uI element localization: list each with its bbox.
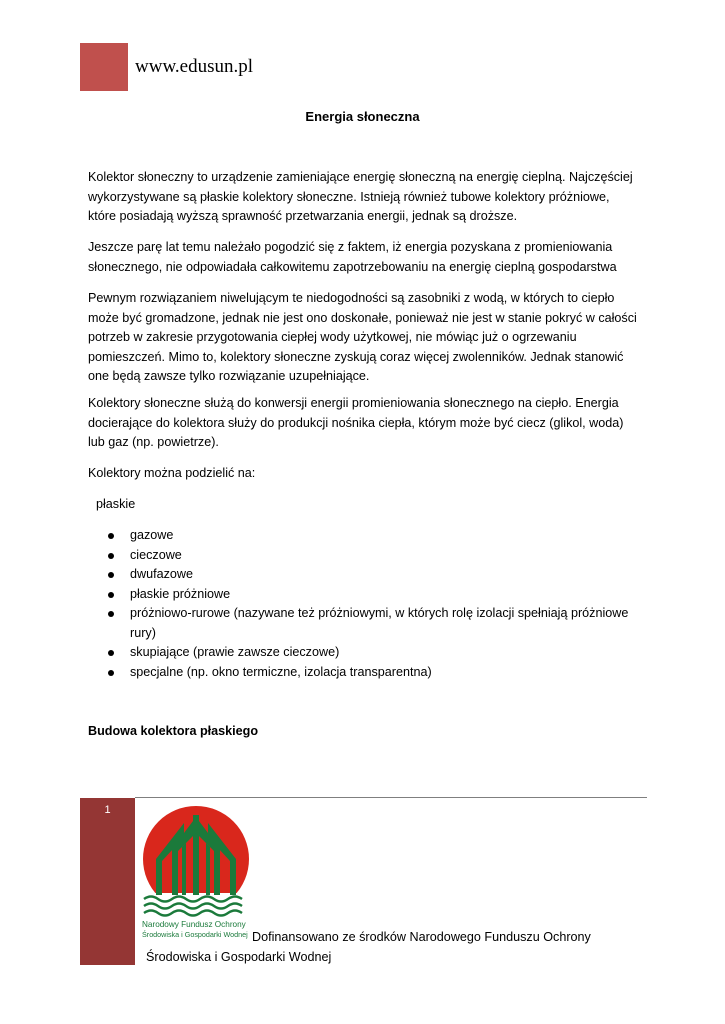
list-item: skupiające (prawie zawsze cieczowe) bbox=[88, 643, 640, 663]
funding-note bbox=[146, 928, 632, 967]
subheading-flat: płaskie bbox=[96, 497, 136, 511]
paragraph-text: Kolektory można podzielić na: bbox=[88, 466, 256, 480]
list-item: płaskie próżniowe bbox=[88, 585, 640, 605]
footer-accent-bar bbox=[80, 798, 135, 965]
logo-text-line2: Środowiska i Gospodarki Wodnej bbox=[142, 930, 248, 939]
nfosigw-logo bbox=[140, 803, 252, 945]
list-item: cieczowe bbox=[88, 546, 640, 566]
funding-line-2: Środowiska i Gospodarki Wodnej bbox=[146, 949, 332, 964]
paragraph-text: Kolektory słoneczne służą do konwersji energii promieniowania słonecznego na ciepło. Energia docierające do kolektora służy do produkcji nośnika ciepła, którym może być ciecz (glikol, woda) lub gaz (np. powietrze). bbox=[88, 396, 624, 449]
list-item: gazowe bbox=[88, 526, 640, 546]
funding-line-1: Dofinansowano ze środków Narodowego Funduszu Ochrony bbox=[252, 930, 591, 944]
page-number: 1 bbox=[104, 804, 111, 816]
paragraph-storage bbox=[88, 289, 640, 387]
paragraph-conversion bbox=[88, 394, 640, 453]
paragraph-text: Jeszcze parę lat temu należało pogodzić się z faktem, iż energia pozyskana z promieniowania słonecznego, nie odpowiadała całkowitemu zapotrzebowaniu na energię cieplną gospodarstwa bbox=[88, 240, 617, 274]
site-url: www.edusun.pl bbox=[135, 56, 254, 77]
section-heading: Budowa kolektora płaskiego bbox=[88, 724, 259, 738]
list-item: dwufazowe bbox=[88, 565, 640, 585]
paragraph-text: Pewnym rozwiązaniem niwelującym te niedogodności są zasobniki z wodą, w których to ciepło może być gromadzone, jednak nie jest ono doskonałe, ponieważ nie jest w stanie pokryć w całości potrzeb w zakresie przygotowania ciepłej wody użytkowej, nie mówiąc już o ogrzewaniu pomieszczeń. Mimo to, kolektory słoneczne zyskują coraz więcej zwolenników. Jednak stanowić one będą zawsze tylko rozwiązanie uzupełniające. bbox=[88, 291, 637, 383]
collector-type-list bbox=[88, 526, 640, 682]
list-item: specjalne (np. okno termiczne, izolacja transparentna) bbox=[88, 663, 640, 683]
footer-divider bbox=[135, 797, 647, 798]
paragraph-division-intro bbox=[88, 464, 640, 484]
logo-text-line1: Narodowy Fundusz Ochrony bbox=[142, 920, 246, 929]
paragraph-intro bbox=[88, 168, 640, 227]
paragraph-history bbox=[88, 238, 640, 277]
list-item: próżniowo-rurowe (nazywane też próżniowymi, w których rolę izolacji spełniają próżniowe rury) bbox=[88, 604, 640, 643]
document-title: Energia słoneczna bbox=[305, 109, 420, 124]
paragraph-text: Kolektor słoneczny to urządzenie zamieniające energię słoneczną na energię cieplną. Najczęściej wykorzystywane są płaskie kolektory słoneczne. Istnieją również tubowe kolektory próżniowe, które posiadają wyższą sprawność przetwarzania energii, jednak są droższe. bbox=[88, 170, 633, 223]
header-accent-block bbox=[80, 43, 128, 91]
